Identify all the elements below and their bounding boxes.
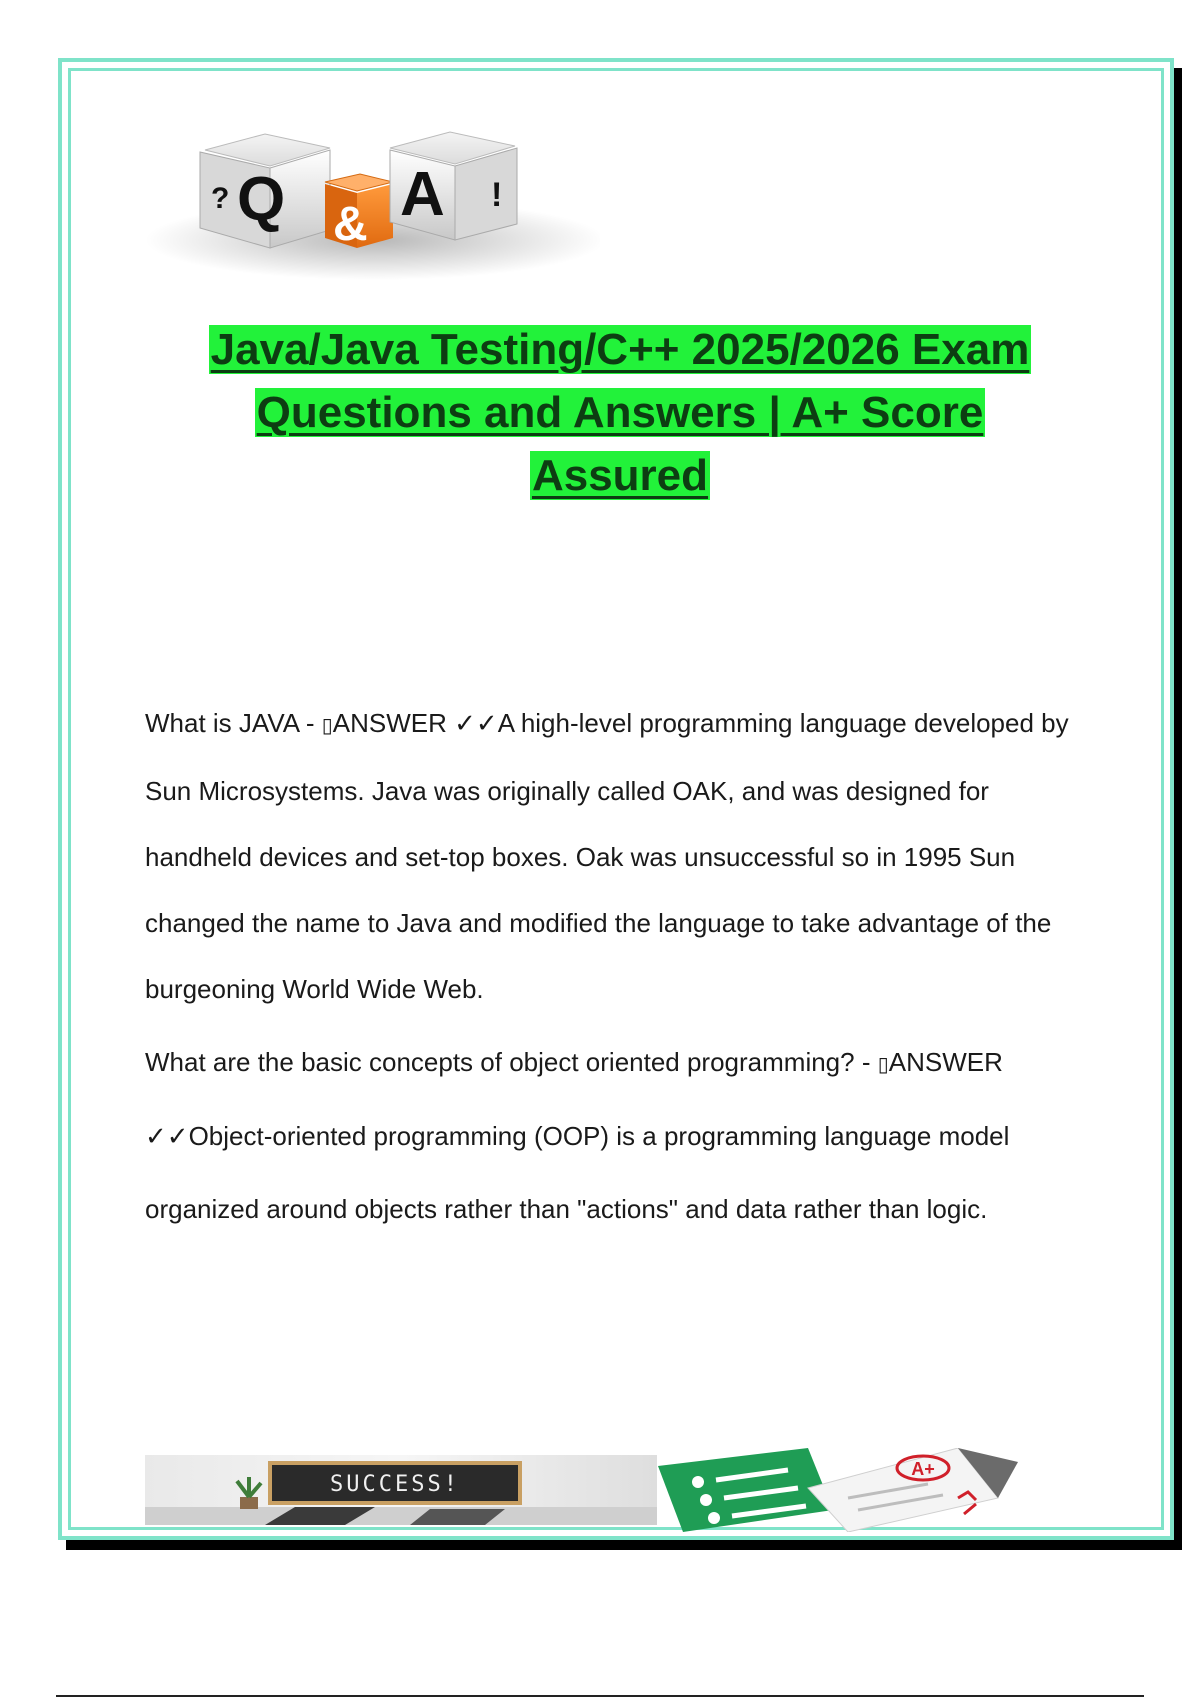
ampersand-letter: &: [333, 198, 368, 251]
bottom-rule: [56, 1695, 1144, 1697]
q-cube: [200, 134, 330, 248]
grade-mark: A+: [911, 1459, 935, 1479]
success-desk-image: [145, 1455, 657, 1525]
qa-dice-logo: [145, 90, 600, 280]
document-title: [130, 318, 1110, 507]
q-cube-mark: ?: [211, 182, 230, 215]
checkmark-icon: ✓✓: [145, 1122, 189, 1152]
missing-glyph-box: ▯: [321, 713, 333, 737]
answer-text: Object-oriented programming (OOP) is a programming language model organized around objects rather than "actions" and data rather than logic.: [145, 1121, 1010, 1224]
checkmark-icon: ✓✓: [454, 709, 498, 739]
answer-marker: ANSWER: [888, 1047, 1003, 1077]
green-checklist-sheet: [658, 1448, 833, 1532]
a-letter: A: [400, 160, 445, 229]
a-cube-mark: !: [491, 176, 503, 214]
title-line-1: Java/Java Testing/C++ 2025/2026 Exam: [210, 325, 1030, 374]
q-letter: Q: [237, 165, 286, 234]
question-text: What are the basic concepts of object oriented programming? -: [145, 1047, 878, 1077]
title-line-2: Questions and Answers | A+ Score: [256, 388, 984, 437]
success-sign-text: SUCCESS!: [330, 1472, 460, 1497]
answer-marker: ANSWER: [332, 708, 455, 738]
missing-glyph-box: ▯: [877, 1052, 889, 1076]
title-line-3: Assured: [531, 451, 709, 500]
ampersand-cube: [325, 174, 393, 251]
graded-test-image: [658, 1448, 1060, 1532]
answer-text: A high-level programming language developed by Sun Microsystems. Java was originally called OAK, and was designed for handheld devices and set-top boxes. Oak was unsuccessful so in 1995 Sun changed the name to Java and modified the language to take advantage of the burgeoning World Wide Web.: [145, 708, 1069, 1004]
question-text: What is JAVA -: [145, 708, 322, 738]
qa-item: [145, 690, 1095, 1022]
qa-item: [145, 1026, 1095, 1245]
graded-paper: [808, 1448, 1018, 1532]
success-sign: [270, 1463, 520, 1503]
a-cube: [390, 132, 517, 240]
